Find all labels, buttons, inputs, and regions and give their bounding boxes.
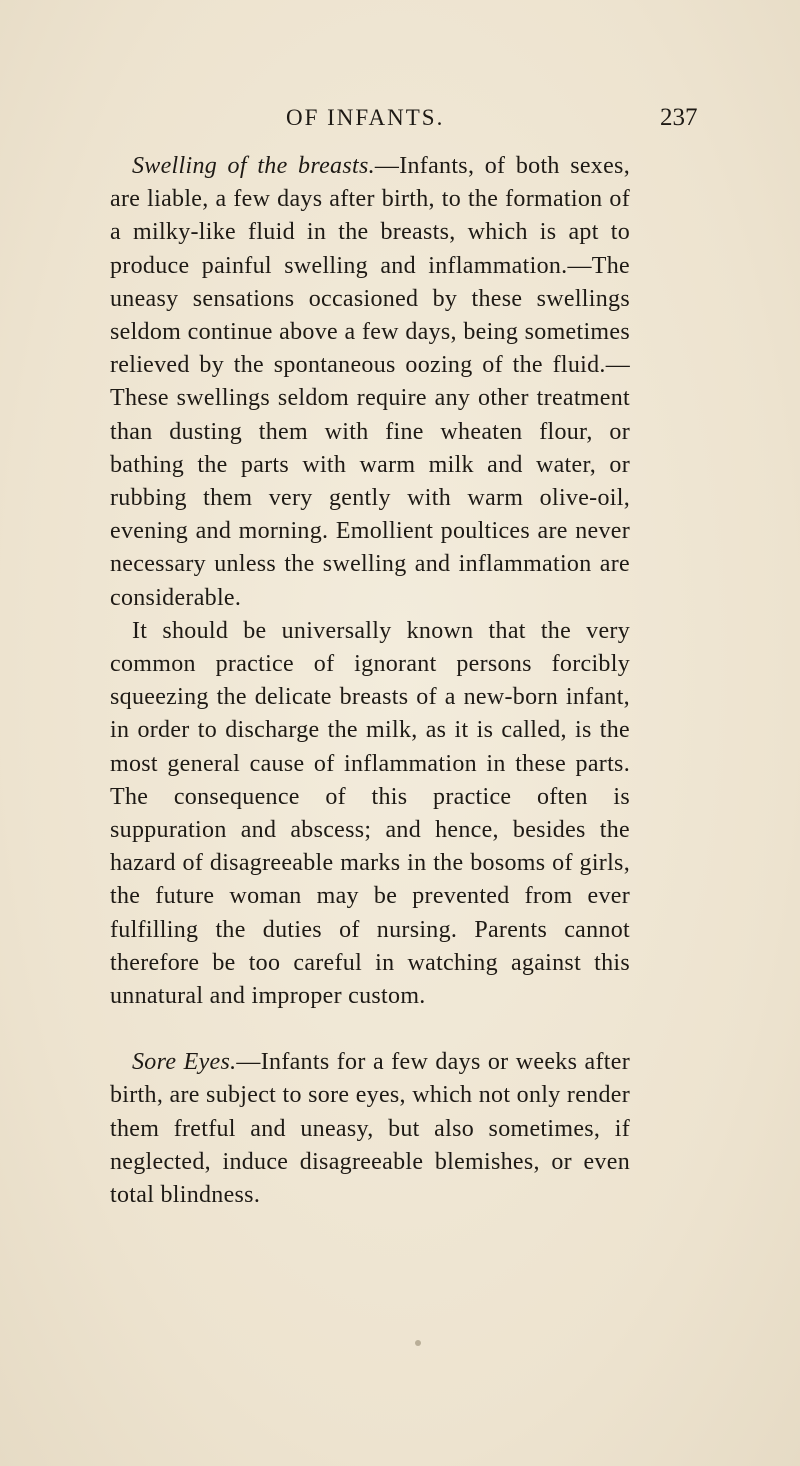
page-number: 237 xyxy=(660,104,698,131)
paragraph-squeezing-practice xyxy=(110,615,630,1013)
paper-spot xyxy=(415,1340,421,1346)
body-text xyxy=(110,150,630,1212)
paragraph-text: —Infants, of both sexes, are liable, a few days after birth, to the formation of a milky-like fluid in the breasts, which is apt to produce painful swelling and inflammation.—The uneasy sensations occasioned by these swellings seldom continue above a few days, being sometimes relieved by the spontaneous oozing of the fluid.—These swellings seldom require any other treatment than dusting them with fine wheaten flour, or bathing the parts with warm milk and water, or rubbing them very gently with warm olive-oil, evening and morning. Emollient poultices are never necessary unless the swelling and inflammation are considerable. xyxy=(110,153,630,611)
running-head xyxy=(0,98,800,138)
section-heading-swelling: Swelling of the breasts. xyxy=(132,153,375,179)
paragraph-text: It should be universally known that the very common practice of ignorant persons forcibly squeezing the delicate breasts of a new-born infant, in order to discharge the milk, as it is called, is the most general cause of inflammation in these parts. The consequence of this practice often is suppuration and abscess; and hence, besides the hazard of disagreeable marks in the bosoms of girls, the future woman may be prevented from ever fulfilling the duties of nursing. Parents cannot therefore be too careful in watching against this unnatural and improper custom. xyxy=(110,617,630,1010)
running-title: OF INFANTS. xyxy=(286,105,445,130)
paragraph-swelling-of-breasts xyxy=(110,150,630,615)
paragraph-sore-eyes xyxy=(110,1046,630,1212)
section-heading-sore-eyes: Sore Eyes. xyxy=(132,1049,237,1076)
paragraph-text: —Infants for a few days or weeks after birth, are subject to sore eyes, which not only render them fretful and uneasy, but also sometimes, if neglected, induce disagreeable blemishes, or even total blindness. xyxy=(110,1049,631,1209)
